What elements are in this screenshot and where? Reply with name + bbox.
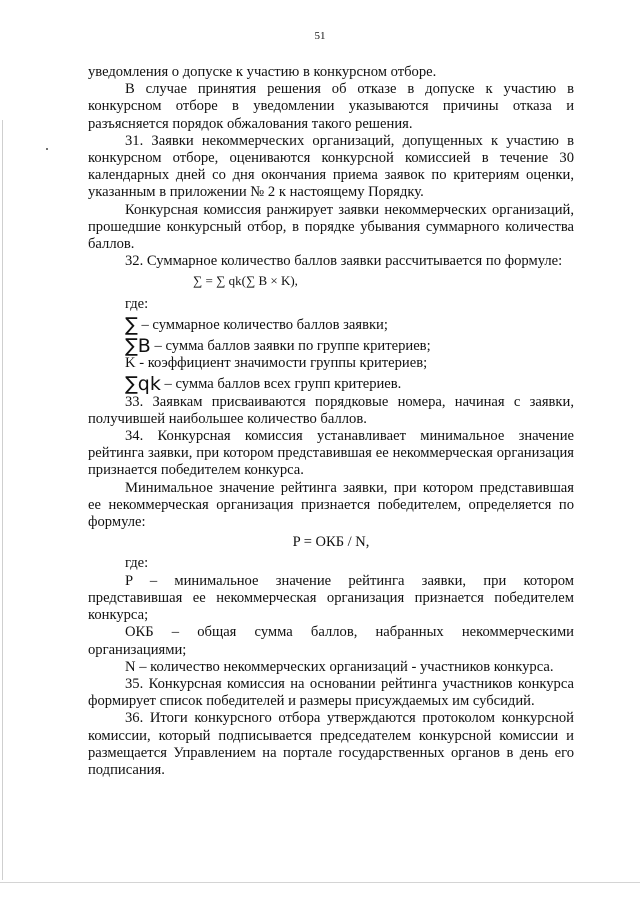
paragraph: В случае принятия решения об отказе в допуске к участию в конкурсном отборе в уведомлении указываются причины отказа и разъясняется порядок обжалования такого решения. xyxy=(88,81,574,132)
where-label: где: xyxy=(125,555,149,572)
definition-text: – сумма баллов заявки по группе критериев; xyxy=(154,338,431,355)
sum-symbol: ∑ xyxy=(125,313,138,336)
definition-p: P – минимальное значение рейтинга заявки, при котором представившая ее некоммерческая организация признается победителем конкурса; xyxy=(88,572,574,624)
paragraph: 31. Заявки некоммерческих организаций, допущенных к участию в конкурсном отборе, оцениваются конкурсной комиссией в течение 30 календарных дней со дня окончания приема заявок по критериям оценки, указанным в приложении № 2 к настоящему Порядку. xyxy=(88,132,574,201)
scan-bottom-line xyxy=(0,882,640,883)
definition-text: – сумма баллов всех групп критериев. xyxy=(164,376,402,393)
sum-qk-symbol: ∑qk xyxy=(125,373,161,396)
definition-k: K - коэффициент значимости группы критериев; xyxy=(125,355,428,372)
definition-qk xyxy=(88,373,574,396)
scan-speck xyxy=(46,148,48,150)
formula-rating: P = ОКБ / N, xyxy=(292,534,370,551)
document-body xyxy=(88,64,574,779)
definition-sum xyxy=(88,313,574,336)
scan-margin-line xyxy=(2,120,3,880)
paragraph: 36. Итоги конкурсного отбора утверждаются протоколом конкурсной комиссии, который подписывается председателем конкурсной комиссии и размещается Управлением на портале государственных органов в день его подписания. xyxy=(88,710,574,778)
definition-n: N – количество некоммерческих организаций - участников конкурса. xyxy=(125,658,554,675)
where-label: где: xyxy=(125,295,149,312)
definition-b xyxy=(88,335,574,358)
formula-sum: ∑ = ∑ qk(∑ B × K), xyxy=(193,273,298,289)
definition-okb: ОКБ – общая сумма баллов, набранных некоммерческими организациями; xyxy=(88,624,574,658)
sum-b-symbol: ∑B xyxy=(125,335,151,358)
definition-text: – суммарное количество баллов заявки; xyxy=(141,316,388,333)
paragraph: 34. Конкурсная комиссия устанавливает минимальное значение рейтинга заявки, при котором представившая ее некоммерческая организация признается победителем конкурса. xyxy=(88,428,574,479)
paragraph: 33. Заявкам присваиваются порядковые номера, начиная с заявки, получившей наибольшее количество баллов. xyxy=(88,393,574,427)
paragraph: 35. Конкурсная комиссия на основании рейтинга участников конкурса формирует список победителей и размеры присуждаемых им субсидий. xyxy=(88,675,574,710)
paragraph: 32. Суммарное количество баллов заявки рассчитывается по формуле: xyxy=(125,253,563,270)
paragraph: уведомления о допуске к участию в конкурсном отборе. xyxy=(88,64,437,80)
paragraph: Конкурсная комиссия ранжирует заявки некоммерческих организаций, прошедшие конкурсный отбор, в порядке убывания суммарного количества баллов. xyxy=(88,201,574,253)
page-number: 51 xyxy=(314,30,326,42)
paragraph: Минимальное значение рейтинга заявки, при котором представившая ее некоммерческая организация признается победителем, определяется по формуле: xyxy=(88,479,574,531)
